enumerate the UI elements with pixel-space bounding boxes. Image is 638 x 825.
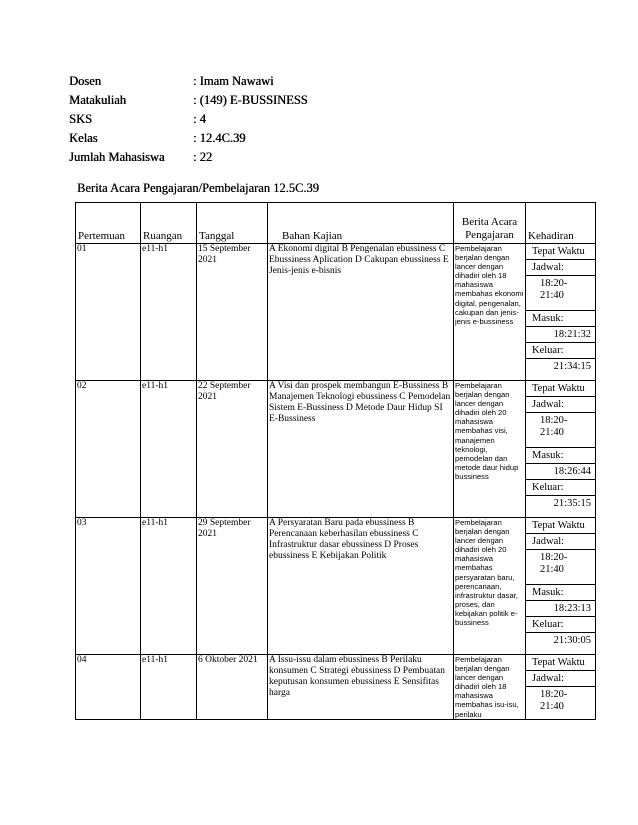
masuk-label: Masuk:: [526, 311, 595, 327]
pertemuan-cell: 04: [76, 655, 141, 720]
header-kehadiran: Kehadiran: [526, 203, 596, 244]
ruangan-cell: e11-h1: [141, 244, 197, 381]
header-pertemuan: Pertemuan: [76, 203, 141, 244]
pertemuan-cell: 01: [76, 244, 141, 381]
bahan-kajian-cell: A Issu-issu dalam ebussiness B Perilaku konsumen C Strategi ebussiness D Pembuatan keputusan konsumen ebussiness E Sensifitas harga: [268, 655, 454, 720]
kelas-value: : 12.4C.39: [193, 131, 246, 145]
dosen-label: Dosen: [69, 74, 101, 88]
tepat-waktu-status: Tepat Waktu: [526, 518, 595, 534]
kehadiran-cell: [526, 381, 596, 518]
masuk-label: Masuk:: [526, 448, 595, 464]
ruangan-cell: e11-h1: [141, 518, 197, 655]
jadwal-label: Jadwal:: [526, 260, 595, 276]
sks-value: : 4: [193, 112, 206, 126]
masuk-value: 18:23:13: [526, 601, 595, 617]
info-dosen: [69, 72, 308, 91]
table-row: [76, 655, 596, 720]
masuk-value: 18:26:44: [526, 464, 595, 480]
sks-label: SKS: [69, 112, 92, 126]
info-jumlah-mahasiswa: [69, 148, 308, 167]
kehadiran-cell: [526, 244, 596, 381]
masuk-value: 18:21:32: [526, 327, 595, 343]
pertemuan-cell: 02: [76, 381, 141, 518]
keluar-label: Keluar:: [526, 343, 595, 359]
info-sks: [69, 110, 308, 129]
jumlah-label: Jumlah Mahasiswa: [69, 150, 165, 164]
tepat-waktu-status: Tepat Waktu: [526, 381, 595, 397]
bahan-kajian-cell: A Persyaratan Baru pada ebussiness B Perencanaan keberhasilan ebussiness C Infrastruktur dasar ebussiness D Proses ebussiness E Kebijakan Politik: [268, 518, 454, 655]
keluar-label: Keluar:: [526, 480, 595, 496]
kelas-label: Kelas: [69, 131, 98, 145]
matakuliah-value: : (149) E-BUSSINESS: [193, 93, 308, 107]
kehadiran-cell: [526, 518, 596, 655]
berita-acara-cell: Pembelajaran berjalan dengan lancer dengan dihadiri oleh 20 mahasiswa membahas visi, manajemen teknologi, pemodelan dan metode daur hidup bussiness: [454, 381, 526, 518]
berita-acara-cell: Pembelajaran berjalan dengan lancer dengan dihadiri oleh 18 mahasiswa membahas ekonomi digital, pengenalan, cakupan dan jenis-jenis e-bussiness: [454, 244, 526, 381]
jadwal-value: 18:20-21:40: [540, 689, 568, 712]
jadwal-value: 18:20-21:40: [526, 413, 595, 448]
header-bahan-kajian: Bahan Kajian: [268, 203, 454, 244]
table-row: [76, 244, 596, 381]
tepat-waktu-status: Tepat Waktu: [526, 244, 595, 260]
jadwal-value: 18:20-21:40: [526, 276, 595, 311]
dosen-value: : Imam Nawawi: [193, 74, 274, 88]
keluar-value: 21:35:15: [553, 498, 591, 509]
keluar-value: 21:34:15: [553, 361, 591, 372]
table-header-row: [76, 203, 596, 244]
jadwal-label: Jadwal:: [526, 671, 595, 687]
masuk-label: Masuk:: [526, 585, 595, 601]
jumlah-value: : 22: [193, 150, 213, 164]
berita-acara-cell: Pembelajaran berjalan dengan lancer dengan dihadiri oleh 18 mahasiswa membahas isu-isu, perilaku: [454, 655, 526, 720]
tanggal-cell: 15 September 2021: [197, 244, 268, 381]
table-caption: Berita Acara Pengajaran/Pembelajaran 12.5C.39: [77, 181, 319, 195]
jadwal-label: Jadwal:: [526, 397, 595, 413]
course-info: [69, 72, 308, 167]
jadwal-value: 18:20-21:40: [526, 550, 595, 585]
ruangan-cell: e11-h1: [141, 381, 197, 518]
tanggal-cell: 22 September 2021: [197, 381, 268, 518]
tanggal-cell: 6 Oktober 2021: [197, 655, 268, 720]
kehadiran-cell: [526, 655, 596, 720]
pertemuan-cell: 03: [76, 518, 141, 655]
jadwal-label: Jadwal:: [526, 534, 595, 550]
tepat-waktu-status: Tepat Waktu: [526, 655, 595, 671]
header-berita-acara: Berita Acara Pengajaran: [454, 203, 526, 244]
table-row: [76, 518, 596, 655]
bahan-kajian-cell: A Visi dan prospek membangun E-Bussiness B Manajemen Teknologi ebussiness C Pemodelan Sistem E-Bussiness D Metode Daur Hidup SI E-Bussiness: [268, 381, 454, 518]
bahan-kajian-cell: A Ekonomi digital B Pengenalan ebussiness C Ebussiness Aplication D Cakupan ebussiness E Jenis-jenis e-bisnis: [268, 244, 454, 381]
tanggal-cell: 29 September 2021: [197, 518, 268, 655]
info-matakuliah: [69, 91, 308, 110]
header-ruangan: Ruangan: [141, 203, 197, 244]
keluar-label: Keluar:: [526, 617, 595, 633]
ruangan-cell: e11-h1: [141, 655, 197, 720]
berita-acara-table: [75, 202, 596, 720]
keluar-value: 21:30:05: [553, 635, 591, 646]
header-tanggal: Tanggal: [197, 203, 268, 244]
table-row: [76, 381, 596, 518]
matakuliah-label: Matakuliah: [69, 93, 126, 107]
info-kelas: [69, 129, 308, 148]
berita-acara-cell: Pembelajaran berjalan dengan lancer dengan dihadiri oleh 20 mahasiswa membahas persyaratan baru, perencanaan, infrastruktur dasar, proses, dan kebijakan politik e-bussiness: [454, 518, 526, 655]
